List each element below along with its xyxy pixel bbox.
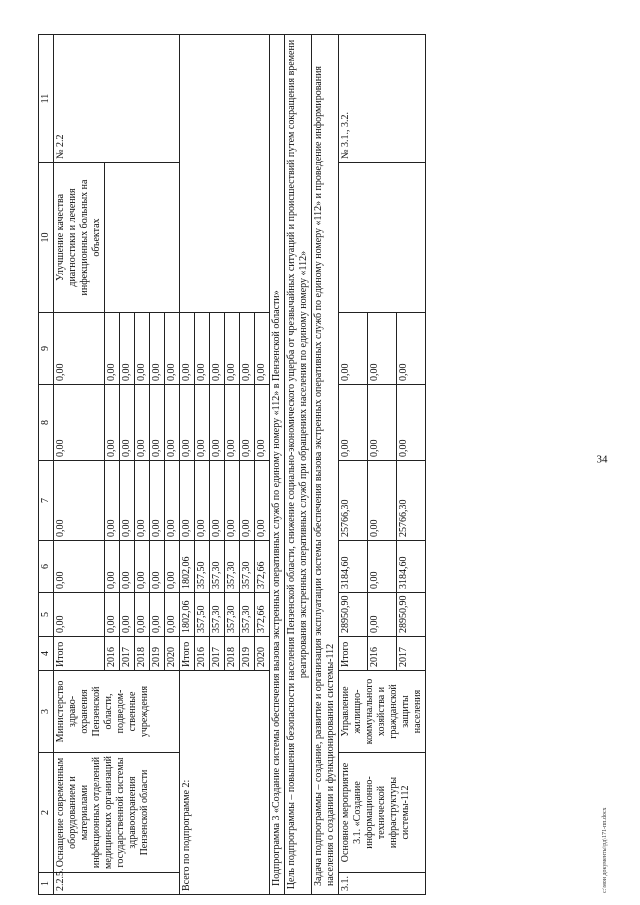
- amount-federal: 0,00: [54, 461, 105, 541]
- amount-total: 357,30: [210, 593, 225, 637]
- amount-regional: 0,00: [135, 541, 150, 593]
- amount-other: 0,00: [210, 313, 225, 385]
- indicator-empty: [135, 163, 150, 313]
- executor: Министерство здраво-охранения Пензенской области, подведом-ственные учреждения: [54, 671, 180, 753]
- amount-total: 357,30: [225, 593, 240, 637]
- year-cell: Итого: [180, 637, 195, 671]
- subprogram-2-total-label: Всего по подпрограмме 2:: [180, 671, 270, 895]
- indicator-ref: № 2.2: [54, 35, 180, 163]
- amount-total: 0,00: [150, 593, 165, 637]
- amount-local: 0,00: [397, 385, 426, 461]
- amount-local: 0,00: [368, 385, 397, 461]
- amount-total: 28950,90: [339, 593, 368, 637]
- file-path-footer: c:\мои документы\рд\171-пп.docx: [602, 807, 608, 893]
- amount-regional: 0,00: [54, 541, 105, 593]
- amount-total: 0,00: [120, 593, 135, 637]
- row-number: 3.1.: [339, 873, 426, 895]
- measure-name: Основное мероприятие 3.1. «Создание информационно-технической инфраструктуры системы-112: [339, 753, 426, 873]
- amount-regional: 0,00: [120, 541, 135, 593]
- indicator-empty: [150, 163, 165, 313]
- amount-regional: 357,50: [195, 541, 210, 593]
- indicator-empty: [165, 163, 180, 313]
- amount-total: 0,00: [54, 593, 105, 637]
- amount-regional: 357,30: [225, 541, 240, 593]
- amount-local: 0,00: [255, 385, 270, 461]
- year-cell: 2018: [225, 637, 240, 671]
- amount-federal: 25766,30: [397, 461, 426, 541]
- amount-local: 0,00: [225, 385, 240, 461]
- column-number-1: 1: [39, 873, 54, 895]
- amount-federal: 0,00: [255, 461, 270, 541]
- amount-local: 0,00: [240, 385, 255, 461]
- column-number-3: 3: [39, 671, 54, 753]
- amount-federal: 0,00: [195, 461, 210, 541]
- amount-regional: 0,00: [165, 541, 180, 593]
- amount-regional: 0,00: [368, 541, 397, 593]
- column-number-11: 11: [39, 35, 54, 163]
- amount-regional: 3184,60: [339, 541, 368, 593]
- year-cell: 2017: [397, 637, 426, 671]
- amount-total: 357,30: [240, 593, 255, 637]
- amount-regional: 3184,60: [397, 541, 426, 593]
- year-cell: 2016: [195, 637, 210, 671]
- amount-total: 0,00: [105, 593, 120, 637]
- column-number-5: 5: [39, 593, 54, 637]
- year-cell: 2019: [240, 637, 255, 671]
- amount-federal: 0,00: [165, 461, 180, 541]
- indicator-empty: [120, 163, 135, 313]
- amount-local: 0,00: [120, 385, 135, 461]
- amount-local: 0,00: [180, 385, 195, 461]
- amount-other: 0,00: [150, 313, 165, 385]
- amount-other: 0,00: [54, 313, 105, 385]
- year-cell: 2016: [105, 637, 120, 671]
- amount-regional: 372,66: [255, 541, 270, 593]
- amount-federal: 0,00: [225, 461, 240, 541]
- amount-local: 0,00: [54, 385, 105, 461]
- amount-other: 0,00: [195, 313, 210, 385]
- column-number-4: 4: [39, 637, 54, 671]
- table-row: [54, 35, 105, 895]
- executor: Управление жилищно-коммунального хозяйства и гражданской защиты населения: [339, 671, 426, 753]
- subprogram-3-title: Подпрограмма 3 «Создание системы обеспечения вызова экстренных оперативных служб по единому номеру «112» в Пензенской области»: [270, 35, 285, 895]
- amount-federal: 0,00: [135, 461, 150, 541]
- column-number-2: 2: [39, 753, 54, 873]
- subprogram-3-goal: Цель подпрограммы – повышения безопасности населения Пензенской области, снижение социально-экономического ущерба от чрезвычайных ситуаций и происшествий путем сокращения времени реагирования экстренных оперативных служб при обращениях населения по единому номеру «112»: [285, 35, 312, 895]
- amount-other: 0,00: [225, 313, 240, 385]
- amount-local: 0,00: [210, 385, 225, 461]
- year-cell: 2016: [368, 637, 397, 671]
- amount-federal: 0,00: [105, 461, 120, 541]
- year-cell: 2019: [150, 637, 165, 671]
- year-cell: Итого: [339, 637, 368, 671]
- amount-federal: 0,00: [120, 461, 135, 541]
- amount-federal: 0,00: [368, 461, 397, 541]
- amount-total: 28950,90: [397, 593, 426, 637]
- empty-cell: [180, 35, 270, 313]
- column-number-7: 7: [39, 461, 54, 541]
- year-cell: 2020: [255, 637, 270, 671]
- amount-total: 0,00: [368, 593, 397, 637]
- amount-local: 0,00: [150, 385, 165, 461]
- amount-regional: 357,30: [240, 541, 255, 593]
- indicator-empty: [339, 163, 426, 313]
- section-row: [270, 35, 285, 895]
- column-number-9: 9: [39, 313, 54, 385]
- indicator-ref: № 3.1., 3.2.: [339, 35, 426, 163]
- amount-other: 0,00: [135, 313, 150, 385]
- table-row: [339, 35, 368, 895]
- amount-total: 357,50: [195, 593, 210, 637]
- amount-local: 0,00: [105, 385, 120, 461]
- amount-total: 372,66: [255, 593, 270, 637]
- amount-regional: 0,00: [105, 541, 120, 593]
- year-cell: 2017: [210, 637, 225, 671]
- year-cell: 2018: [135, 637, 150, 671]
- year-cell: 2017: [120, 637, 135, 671]
- amount-total: 0,00: [165, 593, 180, 637]
- amount-other: 0,00: [105, 313, 120, 385]
- indicator: Улучшение качества диагностики и лечения инфекционных больных на объектах: [54, 163, 105, 313]
- section-row: [285, 35, 312, 895]
- column-number-10: 10: [39, 163, 54, 313]
- amount-other: 0,00: [240, 313, 255, 385]
- amount-other: 0,00: [368, 313, 397, 385]
- section-row: [312, 35, 339, 895]
- amount-regional: 0,00: [150, 541, 165, 593]
- page-number: 34: [596, 453, 608, 466]
- amount-other: 0,00: [255, 313, 270, 385]
- program-table: [38, 34, 426, 895]
- amount-regional: 357,30: [210, 541, 225, 593]
- year-cell: Итого: [54, 637, 105, 671]
- amount-local: 0,00: [339, 385, 368, 461]
- amount-other: 0,00: [397, 313, 426, 385]
- amount-regional: 1802,06: [180, 541, 195, 593]
- amount-other: 0,00: [339, 313, 368, 385]
- amount-other: 0,00: [120, 313, 135, 385]
- amount-federal: 0,00: [150, 461, 165, 541]
- amount-other: 0,00: [180, 313, 195, 385]
- amount-total: 1802,06: [180, 593, 195, 637]
- header-row: [39, 35, 54, 895]
- amount-local: 0,00: [165, 385, 180, 461]
- column-number-6: 6: [39, 541, 54, 593]
- amount-local: 0,00: [135, 385, 150, 461]
- subprogram-3-task: Задача подпрограммы – создание, развитие и организация эксплуатации системы обеспечения вызова экстренных оперативных служб по единому номеру «112» и проведение информирования населения о создании и функционировании системы-112: [312, 35, 339, 895]
- indicator-empty: [105, 163, 120, 313]
- column-number-8: 8: [39, 385, 54, 461]
- total-row: [180, 35, 195, 895]
- row-number: 2.2.5.: [54, 873, 180, 895]
- amount-federal: 0,00: [210, 461, 225, 541]
- amount-federal: 0,00: [240, 461, 255, 541]
- measure-name: Оснащение современным оборудованием и материалами инфекционных отделений медицинских организаций государственной системы здравоохранения Пензенской области: [54, 753, 180, 873]
- amount-total: 0,00: [135, 593, 150, 637]
- amount-federal: 25766,30: [339, 461, 368, 541]
- amount-other: 0,00: [165, 313, 180, 385]
- amount-federal: 0,00: [180, 461, 195, 541]
- year-cell: 2020: [165, 637, 180, 671]
- amount-local: 0,00: [195, 385, 210, 461]
